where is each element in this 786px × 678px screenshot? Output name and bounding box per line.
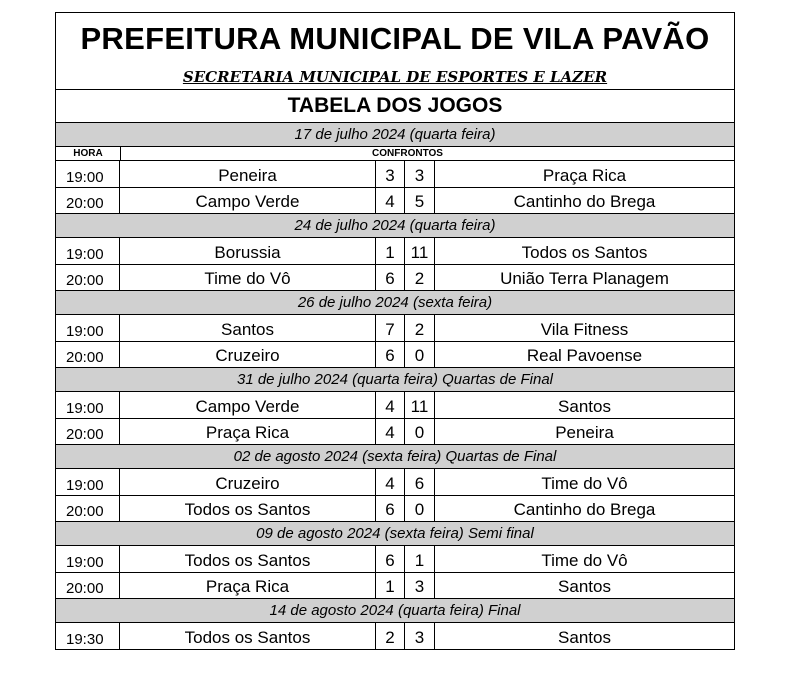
home-team: Borussia xyxy=(120,238,376,264)
home-score: 4 xyxy=(376,188,405,214)
away-score: 1 xyxy=(405,546,435,572)
away-score: 5 xyxy=(405,188,435,214)
home-score: 6 xyxy=(376,546,405,572)
home-score: 4 xyxy=(376,469,405,495)
game-time: 20:00 xyxy=(56,419,120,445)
away-score: 0 xyxy=(405,342,435,368)
table-row xyxy=(56,314,734,341)
away-team: Cantinho do Brega xyxy=(513,192,656,211)
game-time: 20:00 xyxy=(56,265,120,291)
table-row xyxy=(56,495,734,522)
game-time: 19:30 xyxy=(56,623,120,649)
game-time: 19:00 xyxy=(56,546,120,572)
home-team: Cruzeiro xyxy=(120,469,376,495)
home-score: 3 xyxy=(376,161,405,187)
game-time: 20:00 xyxy=(56,573,120,599)
home-team: Praça Rica xyxy=(120,573,376,599)
home-score: 2 xyxy=(376,623,405,649)
game-time: 19:00 xyxy=(56,238,120,264)
home-team: Campo Verde xyxy=(120,392,376,418)
away-team: Todos os Santos xyxy=(521,242,648,262)
home-score: 7 xyxy=(376,315,405,341)
home-score: 1 xyxy=(376,238,405,264)
rounds-table xyxy=(56,122,734,649)
home-team: Time do Vô xyxy=(120,265,376,291)
table-title: TABELA DOS JOGOS xyxy=(287,94,503,117)
away-score: 3 xyxy=(405,623,435,649)
game-time: 19:00 xyxy=(56,315,120,341)
game-time: 20:00 xyxy=(56,342,120,368)
column-header-row xyxy=(56,146,734,160)
table-row xyxy=(56,622,734,649)
away-score: 3 xyxy=(405,161,435,187)
away-team: Vila Fitness xyxy=(540,319,629,339)
away-team: Peneira xyxy=(555,423,614,442)
home-team: Cruzeiro xyxy=(120,342,376,368)
away-team: Santos xyxy=(558,627,611,647)
away-team: Cantinho do Brega xyxy=(513,500,656,519)
home-team: Todos os Santos xyxy=(120,546,376,572)
home-team: Campo Verde xyxy=(120,188,376,214)
home-team: Santos xyxy=(120,315,376,341)
away-score: 2 xyxy=(405,315,435,341)
home-score: 1 xyxy=(376,573,405,599)
round-date: 26 de julho 2024 (sexta feira) xyxy=(56,290,734,314)
column-header-hora: HORA xyxy=(56,147,121,160)
table-row xyxy=(56,572,734,599)
column-header-confrontos: CONFRONTOS xyxy=(372,148,443,159)
away-team: Time do Vô xyxy=(541,473,628,493)
away-team: União Terra Planagem xyxy=(500,269,669,288)
home-team: Peneira xyxy=(120,161,376,187)
away-score: 0 xyxy=(405,419,435,445)
home-team: Praça Rica xyxy=(120,419,376,445)
game-time: 20:00 xyxy=(56,188,120,214)
away-score: 11 xyxy=(405,392,435,418)
table-row xyxy=(56,468,734,495)
game-time: 19:00 xyxy=(56,161,120,187)
round-date: 24 de julho 2024 (quarta feira) xyxy=(56,213,734,237)
page-title: PREFEITURA MUNICIPAL DE VILA PAVÃO xyxy=(80,21,710,56)
round-date: 09 de agosto 2024 (sexta feira) Semi final xyxy=(56,521,734,545)
away-team: Santos xyxy=(558,577,611,596)
home-score: 4 xyxy=(376,419,405,445)
table-row xyxy=(56,264,734,291)
table-row xyxy=(56,418,734,445)
round-date: 02 de agosto 2024 (sexta feira) Quartas de Final xyxy=(56,444,734,468)
table-row xyxy=(56,187,734,214)
game-time: 20:00 xyxy=(56,496,120,522)
table-row xyxy=(56,545,734,572)
game-time: 19:00 xyxy=(56,469,120,495)
away-team: Santos xyxy=(558,396,611,416)
away-score: 0 xyxy=(405,496,435,522)
away-team: Praça Rica xyxy=(542,165,627,185)
away-score: 6 xyxy=(405,469,435,495)
home-score: 6 xyxy=(376,496,405,522)
home-team: Todos os Santos xyxy=(120,623,376,649)
away-score: 2 xyxy=(405,265,435,291)
away-score: 11 xyxy=(405,238,435,264)
away-team: Time do Vô xyxy=(541,550,628,570)
round-date: 14 de agosto 2024 (quarta feira) Final xyxy=(56,598,734,622)
round-date: 31 de julho 2024 (quarta feira) Quartas de Final xyxy=(56,367,734,391)
home-score: 4 xyxy=(376,392,405,418)
away-score: 3 xyxy=(405,573,435,599)
table-row xyxy=(56,391,734,418)
home-team: Todos os Santos xyxy=(120,496,376,522)
page-subtitle: SECRETARIA MUNICIPAL DE ESPORTES E LAZER xyxy=(56,65,734,90)
table-row xyxy=(56,237,734,264)
game-time: 19:00 xyxy=(56,392,120,418)
away-team: Real Pavoense xyxy=(526,346,643,365)
schedule-sheet xyxy=(55,12,735,650)
table-row xyxy=(56,341,734,368)
home-score: 6 xyxy=(376,342,405,368)
home-score: 6 xyxy=(376,265,405,291)
round-date: 17 de julho 2024 (quarta feira) xyxy=(56,122,734,146)
table-row xyxy=(56,160,734,187)
